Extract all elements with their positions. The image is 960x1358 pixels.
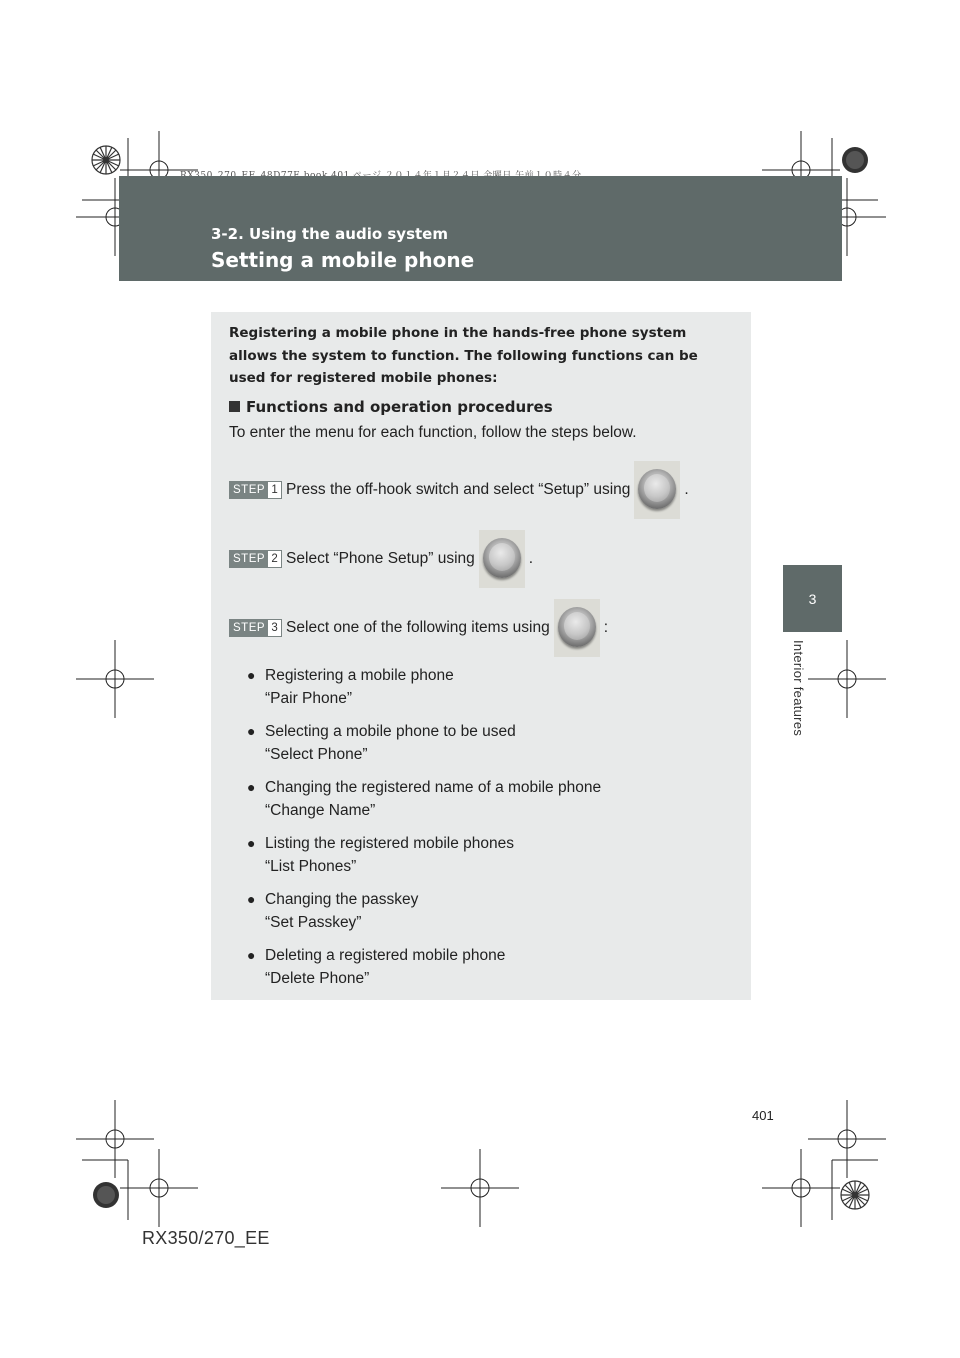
dark-circle-icon <box>842 147 868 173</box>
step-word: STEP <box>230 620 268 636</box>
item-label: Deleting a registered mobile phone <box>265 947 506 964</box>
item-label: Selecting a mobile phone to be used <box>265 723 516 740</box>
functions-heading <box>229 398 553 416</box>
step-badge <box>229 619 282 637</box>
bullet-icon: ● <box>247 723 256 739</box>
crosshair-icon <box>76 1100 154 1178</box>
step-1 <box>229 461 689 519</box>
chapter-label: Interior features <box>791 640 806 737</box>
model-code: RX350/270_EE <box>142 1228 270 1248</box>
bullet-icon: ● <box>247 835 256 851</box>
crosshair-icon <box>808 640 886 718</box>
starburst-icon <box>92 146 120 174</box>
header-banner <box>119 176 842 281</box>
crosshair-icon <box>808 1100 886 1178</box>
item-label: Registering a mobile phone <box>265 667 454 684</box>
list-item <box>247 720 727 766</box>
step-word: STEP <box>230 482 268 498</box>
item-option: “Change Name” <box>265 801 376 819</box>
starburst-icon <box>841 1181 869 1209</box>
item-option: “Delete Phone” <box>265 969 370 987</box>
step-number: 1 <box>268 482 281 498</box>
item-option: “List Phones” <box>265 857 357 875</box>
step-word: STEP <box>230 551 268 567</box>
step-text: Select one of the following items using <box>286 619 550 636</box>
bullet-icon: ● <box>247 779 256 795</box>
crosshair-icon <box>76 640 154 718</box>
list-item <box>247 776 727 822</box>
step-number: 3 <box>268 620 281 636</box>
item-option: “Pair Phone” <box>265 689 353 707</box>
step-tail: . <box>528 550 534 567</box>
functions-heading-text: Functions and operation procedures <box>246 398 553 416</box>
step-tail: . <box>684 481 689 498</box>
step-2 <box>229 530 533 588</box>
list-item <box>247 888 727 934</box>
list-item <box>247 664 727 710</box>
step-badge <box>229 550 282 568</box>
instruction-text: To enter the menu for each function, follow the steps below. <box>229 424 637 441</box>
dark-circle-icon <box>93 1182 119 1208</box>
control-knob-icon <box>554 599 600 657</box>
item-option: “Set Passkey” <box>265 913 362 931</box>
control-knob-icon <box>479 530 525 588</box>
step-badge <box>229 481 282 499</box>
step-tail: : <box>603 619 609 636</box>
control-knob-icon <box>634 461 680 519</box>
intro-paragraph: Registering a mobile phone in the hands-free phone system allows the system to function. The following functions can be used for registered mobile phones: <box>229 325 698 386</box>
section-label: 3-2. Using the audio system <box>211 225 448 243</box>
item-label: Changing the registered name of a mobile phone <box>265 779 602 796</box>
bullet-icon: ● <box>247 667 256 683</box>
crosshair-icon <box>120 1149 198 1227</box>
item-option: “Select Phone” <box>265 745 368 763</box>
step-text: Select “Phone Setup” using <box>286 550 475 567</box>
item-label: Listing the registered mobile phones <box>265 835 515 852</box>
chapter-tab: 3 <box>783 565 842 632</box>
square-bullet-icon <box>229 401 240 412</box>
step-number: 2 <box>268 551 281 567</box>
page-title: Setting a mobile phone <box>211 248 475 272</box>
list-item <box>247 832 727 878</box>
step-text: Press the off-hook switch and select “Setup” using <box>286 481 631 498</box>
item-label: Changing the passkey <box>265 891 419 908</box>
content-box <box>211 312 751 1000</box>
crosshair-icon <box>762 1149 840 1227</box>
page-number: 401 <box>752 1108 774 1123</box>
step-3 <box>229 599 608 657</box>
list-item <box>247 944 727 990</box>
bullet-icon: ● <box>247 947 256 963</box>
bullet-icon: ● <box>247 891 256 907</box>
crosshair-icon <box>441 1149 519 1227</box>
function-list <box>247 664 727 1000</box>
